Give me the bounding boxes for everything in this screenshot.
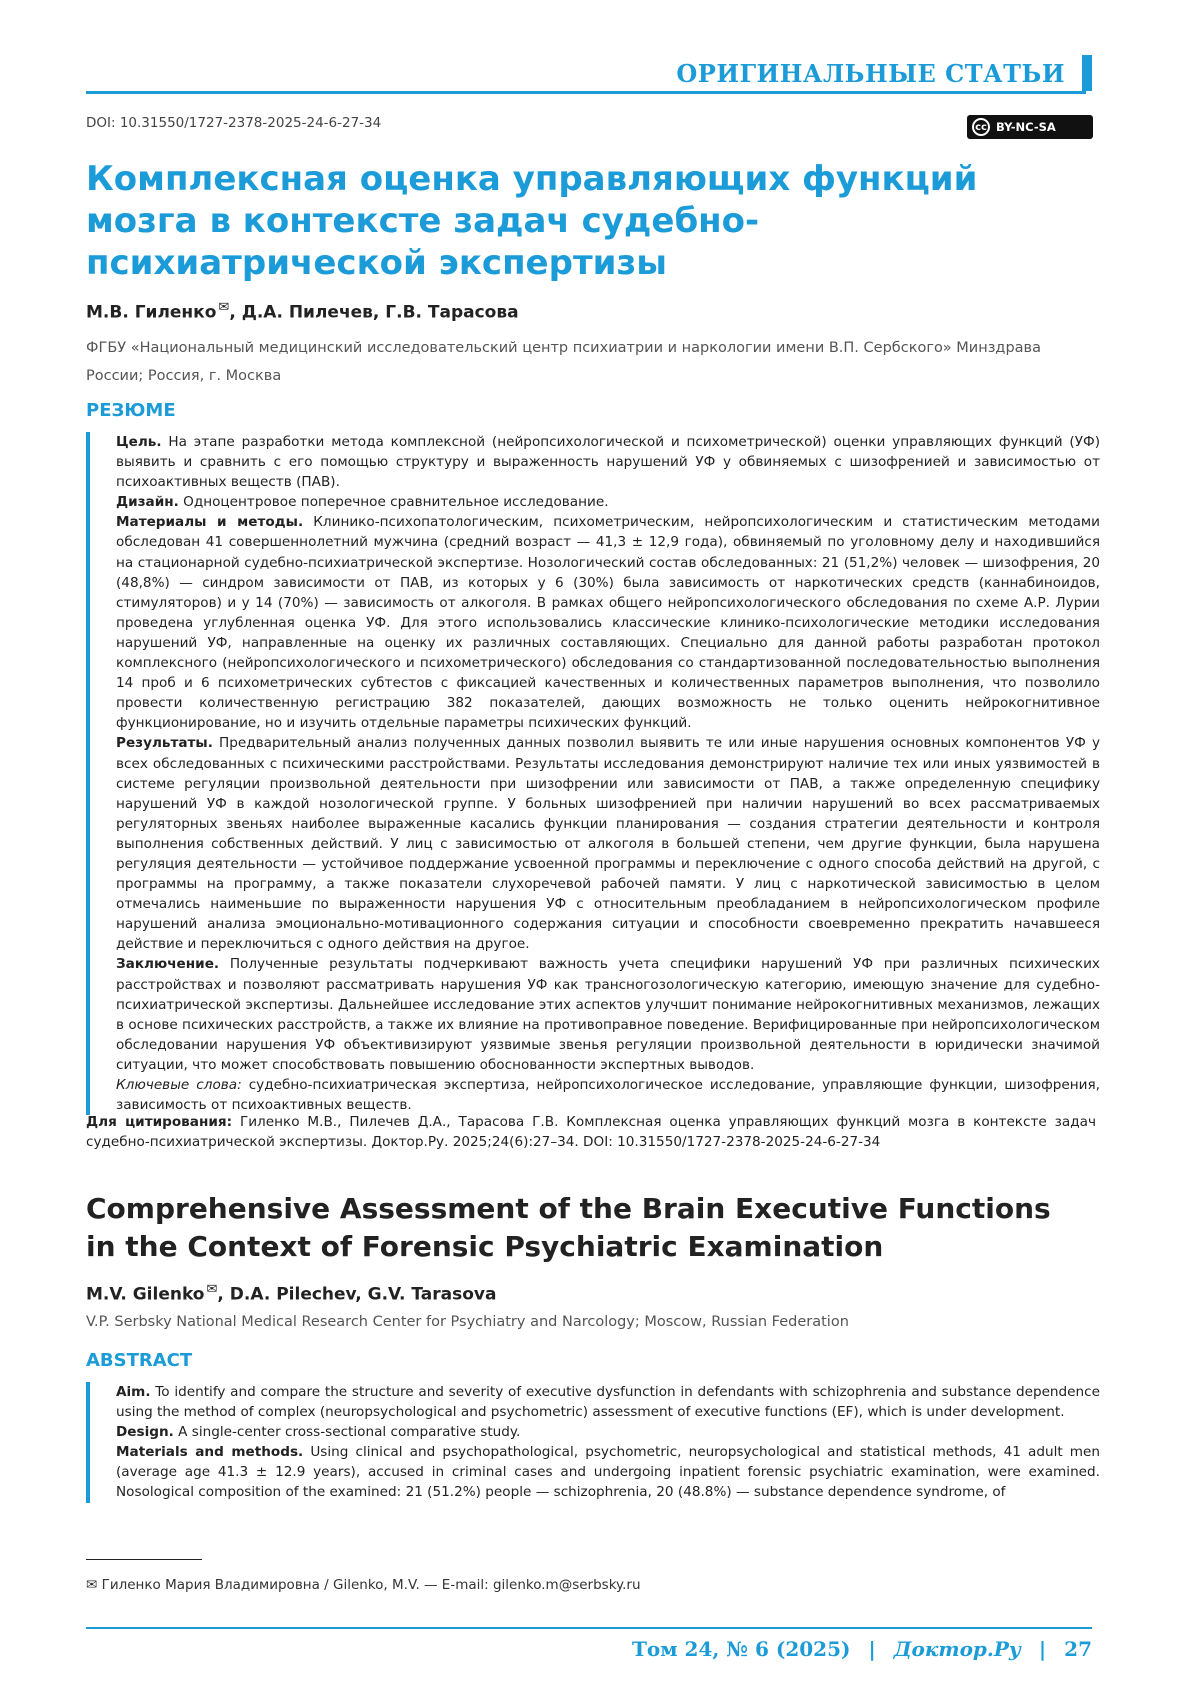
footer-separator: | — [1039, 1637, 1046, 1661]
section-tag-bar — [1082, 55, 1092, 91]
license-label: BY-NC-SA — [996, 120, 1056, 134]
aim-text-ru: На этапе разработки метода комплексной (нейропсихологической и психометрической) оценки управляющих функций (УФ) выявить и сравнить с его помощью структуру и выраженность нарушений УФ у обвиняемых с шизофренией и зависимостью от психоактивных веществ (ПАВ). — [116, 434, 1100, 490]
co-authors-ru: , Д.А. Пилечев, Г.В. Тарасова — [229, 303, 518, 323]
design-label-en: Design. — [116, 1424, 174, 1440]
co-authors-en: , D.A. Pilechev, G.V. Tarasova — [217, 1285, 496, 1305]
author-gilenko-en: M.V. Gilenko — [86, 1285, 205, 1305]
citation — [86, 1112, 1096, 1152]
affiliation-en: V.P. Serbsky National Medical Research Center for Psychiatry and Narcology; Moscow, Russian Federation — [86, 1308, 1096, 1336]
authors-ru — [86, 300, 519, 323]
footer-rule — [86, 1627, 1092, 1629]
abstract-ru — [86, 432, 1100, 1115]
footer-volume: Том 24, № 6 (2025) — [632, 1637, 851, 1661]
author-gilenko-ru: М.В. Гиленко — [86, 303, 216, 323]
methods-label-en: Materials and methods. — [116, 1444, 303, 1460]
article-title-ru: Комплексная оценка управляющих функций мозга в контексте задач судебно-психиатрической экспертизы — [86, 158, 1046, 284]
footer-separator: | — [868, 1637, 875, 1661]
design-label-ru: Дизайн. — [116, 494, 179, 510]
creative-commons-icon: cc — [972, 118, 990, 136]
envelope-icon[interactable]: ✉ — [207, 1282, 218, 1297]
results-paragraph-ru — [116, 733, 1100, 954]
conclusion-label-ru: Заключение. — [116, 956, 219, 972]
license-badge[interactable] — [967, 115, 1093, 139]
citation-text: Гиленко М.В., Пилечев Д.А., Тарасова Г.В. Комплексная оценка управляющих функций мозга в контексте задач судебно-психиатрической экспертизы. Доктор.Ру. 2025;24(6):27–34. DOI: 10.31550/1727-2378-2025-24-6-27-34 — [86, 1114, 1096, 1150]
design-text-en: A single-center cross-sectional comparative study. — [178, 1424, 520, 1440]
abstract-heading-ru: РЕЗЮМЕ — [86, 400, 176, 421]
envelope-icon[interactable]: ✉ — [218, 300, 229, 315]
abstract-en — [86, 1382, 1100, 1503]
article-title-en: Comprehensive Assessment of the Brain Executive Functions in the Context of Forensic Psychiatric Examination — [86, 1190, 1086, 1266]
affiliation-ru: ФГБУ «Национальный медицинский исследовательский центр психиатрии и наркологии имени В.П. Сербского» Минздрава России; Россия, г. Москва — [86, 334, 1096, 390]
keywords-label-ru: Ключевые слова: — [116, 1077, 242, 1093]
design-text-ru: Одноцентровое поперечное сравнительное исследование. — [183, 494, 608, 510]
envelope-icon: ✉ — [86, 1577, 102, 1593]
page-number: 27 — [1064, 1637, 1092, 1661]
results-label-ru: Результаты. — [116, 735, 213, 751]
aim-label-en: Aim. — [116, 1384, 151, 1400]
results-text-ru: Предварительный анализ полученных данных позволил выявить те или иные нарушения основных компонентов УФ у всех обследованных с психическими расстройствами. Результаты исследования демонстрируют наличие тех или иных уязвимостей в системе регуляции произвольной деятельности при шизофрении или зависимости от ПАВ, а также определенную специфику нарушений УФ в каждой нозологической группе. У больных шизофренией при наличии нарушений во всех рассматриваемых регуляторных звеньях наиболее выраженные касались функции планирования — создания стратегии деятельности и контроля выполнения собственных действий. У лиц с зависимостью от алкоголя в большей степени, чем другие функции, была нарушена регуляция деятельности — устойчивое поддержание усвоенной программы и переключение с одного способа действий на другой, с программы на программу, а также показатели слухоречевой рабочей памяти. У лиц с наркотической зависимостью в целом отмечались наименьшие по выраженности нарушения УФ с относительным преобладанием в нейропсихологическом профиле нарушений анализа эмоционально-мотивационного содержания ситуации и способности своевременно прекратить начавшееся действие и переключиться с одного действия на другое. — [116, 735, 1100, 952]
authors-en — [86, 1282, 496, 1305]
methods-label-ru: Материалы и методы. — [116, 514, 303, 530]
section-tag: ОРИГИНАЛЬНЫЕ СТАТЬИ — [676, 59, 1065, 88]
footnote — [86, 1577, 641, 1593]
abstract-heading-en: ABSTRACT — [86, 1350, 192, 1371]
footnote-rule — [86, 1559, 202, 1560]
conclusion-text-ru: Полученные результаты подчеркивают важность учета специфики нарушений УФ при различных психических расстройствах и позволяют рассматривать нарушения УФ как трансногозологическую категорию, имеющую значение для судебно-психиатрической экспертизы. Дальнейшее исследование этих аспектов улучшит понимание нейрокогнитивных механизмов, лежащих в основе психических расстройств, а также их влияние на противоправное поведение. Верифицированные при нейропсихологическом обследовании нарушения УФ объективизируют уязвимые звенья регуляции произвольной деятельности в юридически значимой ситуации, что может способствовать повышению обоснованности экспертных выводов. — [116, 956, 1100, 1072]
design-paragraph-en — [116, 1422, 1100, 1442]
citation-label: Для цитирования: — [86, 1114, 232, 1130]
keywords-text-ru: судебно-психиатрическая экспертиза, нейропсихологическое исследование, управляющие функции, шизофрения, зависимость от психоактивных веществ. — [116, 1077, 1100, 1113]
methods-paragraph-ru — [116, 512, 1100, 733]
page-footer — [632, 1637, 1092, 1661]
journal-logo: Доктор.Ру — [894, 1637, 1021, 1661]
aim-paragraph-ru — [116, 432, 1100, 492]
header-rule — [86, 91, 1086, 94]
keywords-paragraph-ru — [116, 1075, 1100, 1115]
conclusion-paragraph-ru — [116, 954, 1100, 1075]
design-paragraph-ru — [116, 492, 1100, 512]
footnote-text[interactable]: Гиленко Мария Владимировна / Gilenko, M.V. — E-mail: gilenko.m@serbsky.ru — [102, 1577, 641, 1593]
doi[interactable]: DOI: 10.31550/1727-2378-2025-24-6-27-34 — [86, 115, 381, 131]
methods-paragraph-en — [116, 1442, 1100, 1502]
aim-label-ru: Цель. — [116, 434, 162, 450]
aim-text-en: To identify and compare the structure and severity of executive dysfunction in defendants with schizophrenia and substance dependence using the method of complex (neuropsychological and psychometric) assessment of executive functions (EF), which is under development. — [116, 1384, 1100, 1420]
aim-paragraph-en — [116, 1382, 1100, 1422]
methods-text-en: Using clinical and psychopathological, psychometric, neuropsychological and statistical methods, 41 adult men (average age 41.3 ± 12.9 years), accused in criminal cases and undergoing inpatient forensic psychiatric examination, were examined. Nosological composition of the examined: 21 (51.2%) people — schizophrenia, 20 (48.8%) — substance dependence syndrome, of — [116, 1444, 1100, 1500]
methods-text-ru: Клинико-психопатологическим, психометрическим, нейропсихологическим и статистическим методами обследован 41 совершеннолетний мужчина (средний возраст — 41,3 ± 12,9 года), обвиняемый по уголовному делу и находившийся на стационарной судебно-психиатрической экспертизе. Нозологический состав обследованных: 21 (51,2%) человек — шизофрения, 20 (48,8%) — синдром зависимости от ПАВ, из которых у 6 (30%) была зависимость от наркотических средств (каннабиноидов, стимуляторов) и у 14 (70%) — зависимость от алкоголя. В рамках общего нейропсихологического обследования по схеме А.Р. Лурии проведена углубленная оценка УФ. Для этого использовались классические клинико-психологические методики исследования нарушений УФ, направленные на оценку их различных составляющих. Специально для данной работы разработан протокол комплексного (нейропсихологического и психометрического) обследования со стандартизованной последовательностью выполнения 14 проб и 6 психометрических субтестов с фиксацией качественных и количественных параметров выполнения, что позволило провести количественную регистрацию 382 показателей, дающих возможность не только оценить нейрокогнитивное функционирование, но и изучить отдельные параметры психических функций. — [116, 514, 1100, 731]
